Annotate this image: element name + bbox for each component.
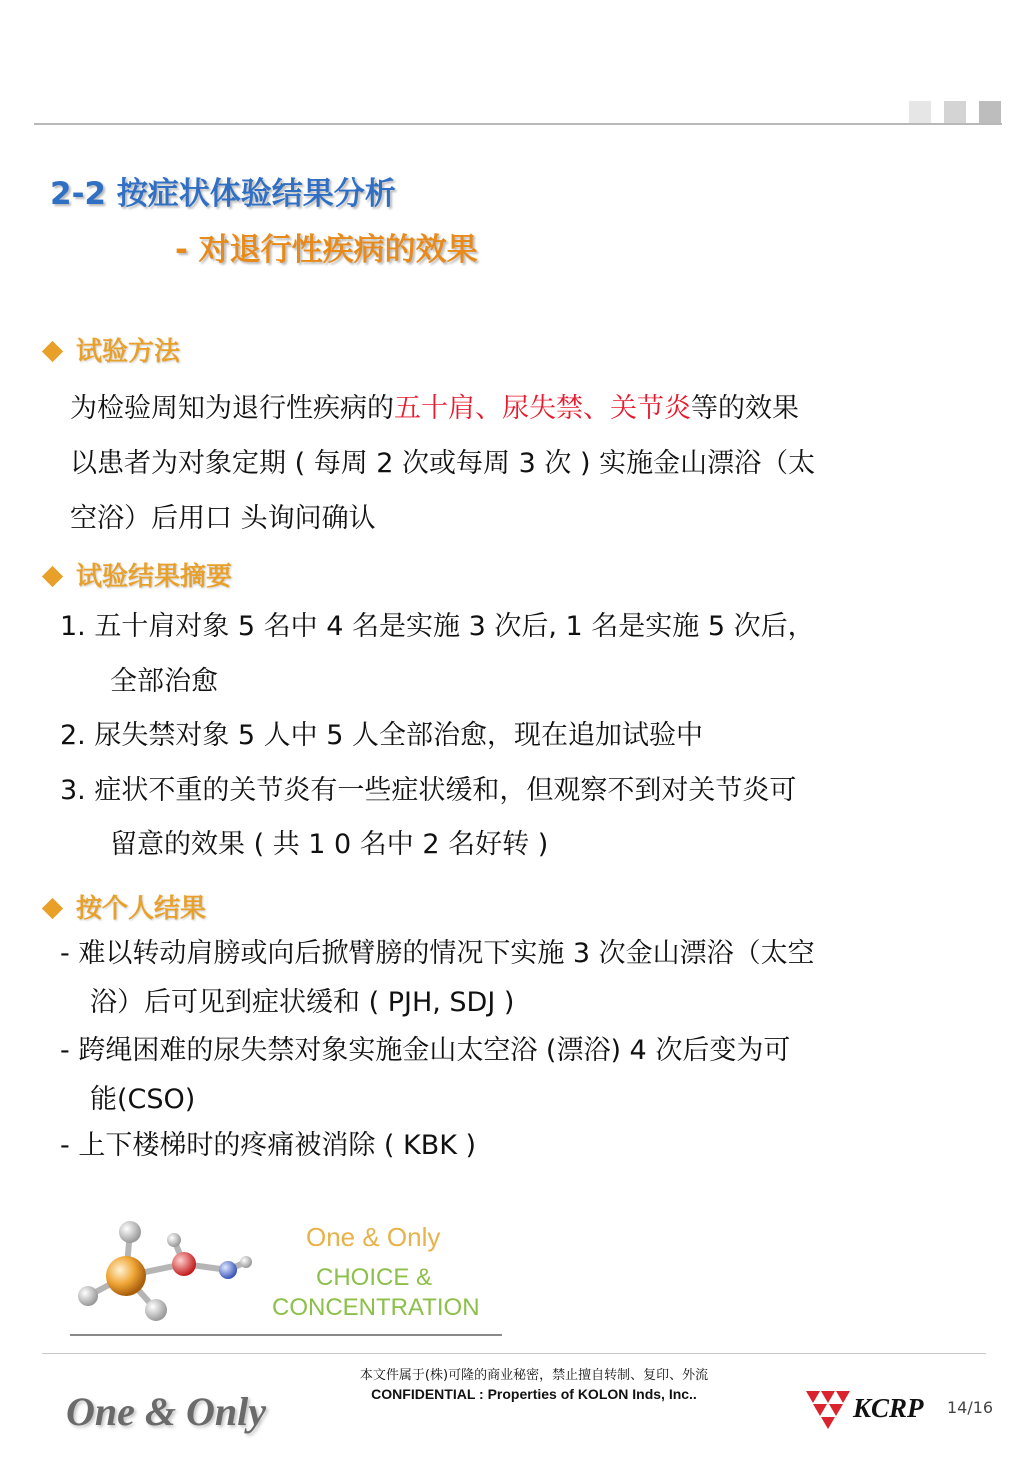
summary-item-2: 2. 尿失禁对象 5 人中 5 人全部治愈，现在追加试验中 bbox=[60, 720, 704, 751]
method-line-3: 空浴）后用口 头询问确认 bbox=[70, 503, 376, 534]
section-heading-summary bbox=[40, 556, 232, 593]
footer-rule bbox=[42, 1353, 986, 1354]
summary-item-1: 1. 五十肩对象 5 名中 4 名是实施 3 次后, 1 名是实施 5 次后， bbox=[60, 611, 815, 642]
header-square-2 bbox=[944, 101, 966, 123]
company-name: KCRP bbox=[853, 1393, 924, 1423]
brand-tagline-2: CHOICE & bbox=[316, 1264, 433, 1291]
brand-tagline-1: One & Only bbox=[306, 1222, 441, 1252]
one-and-only-logo: One & Only bbox=[66, 1389, 266, 1434]
section-heading-method-label: 试验方法 bbox=[76, 337, 181, 367]
diamond-bullet-icon bbox=[42, 340, 63, 361]
molecule-illustration bbox=[70, 1210, 270, 1336]
page-title: 2-2 按症状体验结果分析 bbox=[50, 176, 396, 212]
summary-item-3-cont: 留意的效果 ( 共 1 0 名中 2 名好转 ) bbox=[110, 829, 549, 860]
header-rule bbox=[34, 123, 1002, 125]
individual-item-2: - 跨绳困难的尿失禁对象实施金山太空浴 (漂浴) 4 次后变为可 bbox=[60, 1035, 791, 1066]
header-square-1 bbox=[909, 101, 931, 123]
method-text: 为检验周知为退行性疾病的 bbox=[70, 393, 394, 424]
header-square-3 bbox=[979, 101, 1001, 123]
highlighted-conditions: 五十肩、尿失禁、关节炎 bbox=[394, 393, 691, 424]
section-heading-summary-label: 试验结果摘要 bbox=[76, 562, 233, 592]
summary-item-3: 3. 症状不重的关节炎有一些症状缓和，但观察不到对关节炎可 bbox=[60, 775, 797, 806]
brand-rule bbox=[70, 1334, 502, 1336]
method-text: 等的效果 bbox=[691, 393, 799, 424]
summary-item-1-cont: 全部治愈 bbox=[110, 666, 218, 697]
page-number: 14/16 bbox=[947, 1398, 994, 1417]
individual-item-1: - 难以转动肩膀或向后掀臂膀的情况下实施 3 次金山漂浴（太空 bbox=[60, 938, 815, 969]
kolon-triangle-logo-icon bbox=[806, 1389, 850, 1429]
individual-item-3: - 上下楼梯时的疼痛被消除 ( KBK ) bbox=[60, 1130, 477, 1161]
method-line-2: 以患者为对象定期 ( 每周 2 次或每周 3 次 ) 实施金山漂浴（太 bbox=[70, 448, 816, 479]
section-heading-individual-label: 按个人结果 bbox=[76, 894, 207, 924]
confidential-notice-en: CONFIDENTIAL : Properties of KOLON Inds, Inc.. bbox=[371, 1386, 697, 1402]
confidential-notice-cn: 本文件属于(株)可隆的商业秘密，禁止擅自转制、复印、外流 bbox=[359, 1368, 709, 1383]
page-subtitle: - 对退行性疾病的效果 bbox=[175, 232, 478, 268]
section-heading-individual bbox=[40, 888, 206, 925]
brand-tagline-3: CONCENTRATION bbox=[272, 1294, 480, 1321]
diamond-bullet-icon bbox=[42, 565, 63, 586]
method-line-1 bbox=[70, 381, 799, 436]
individual-item-2-cont: 能(CSO) bbox=[90, 1084, 196, 1115]
diamond-bullet-icon bbox=[42, 897, 63, 918]
individual-item-1-cont: 浴）后可见到症状缓和 ( PJH, SDJ ) bbox=[90, 987, 515, 1018]
section-heading-method bbox=[40, 331, 180, 368]
